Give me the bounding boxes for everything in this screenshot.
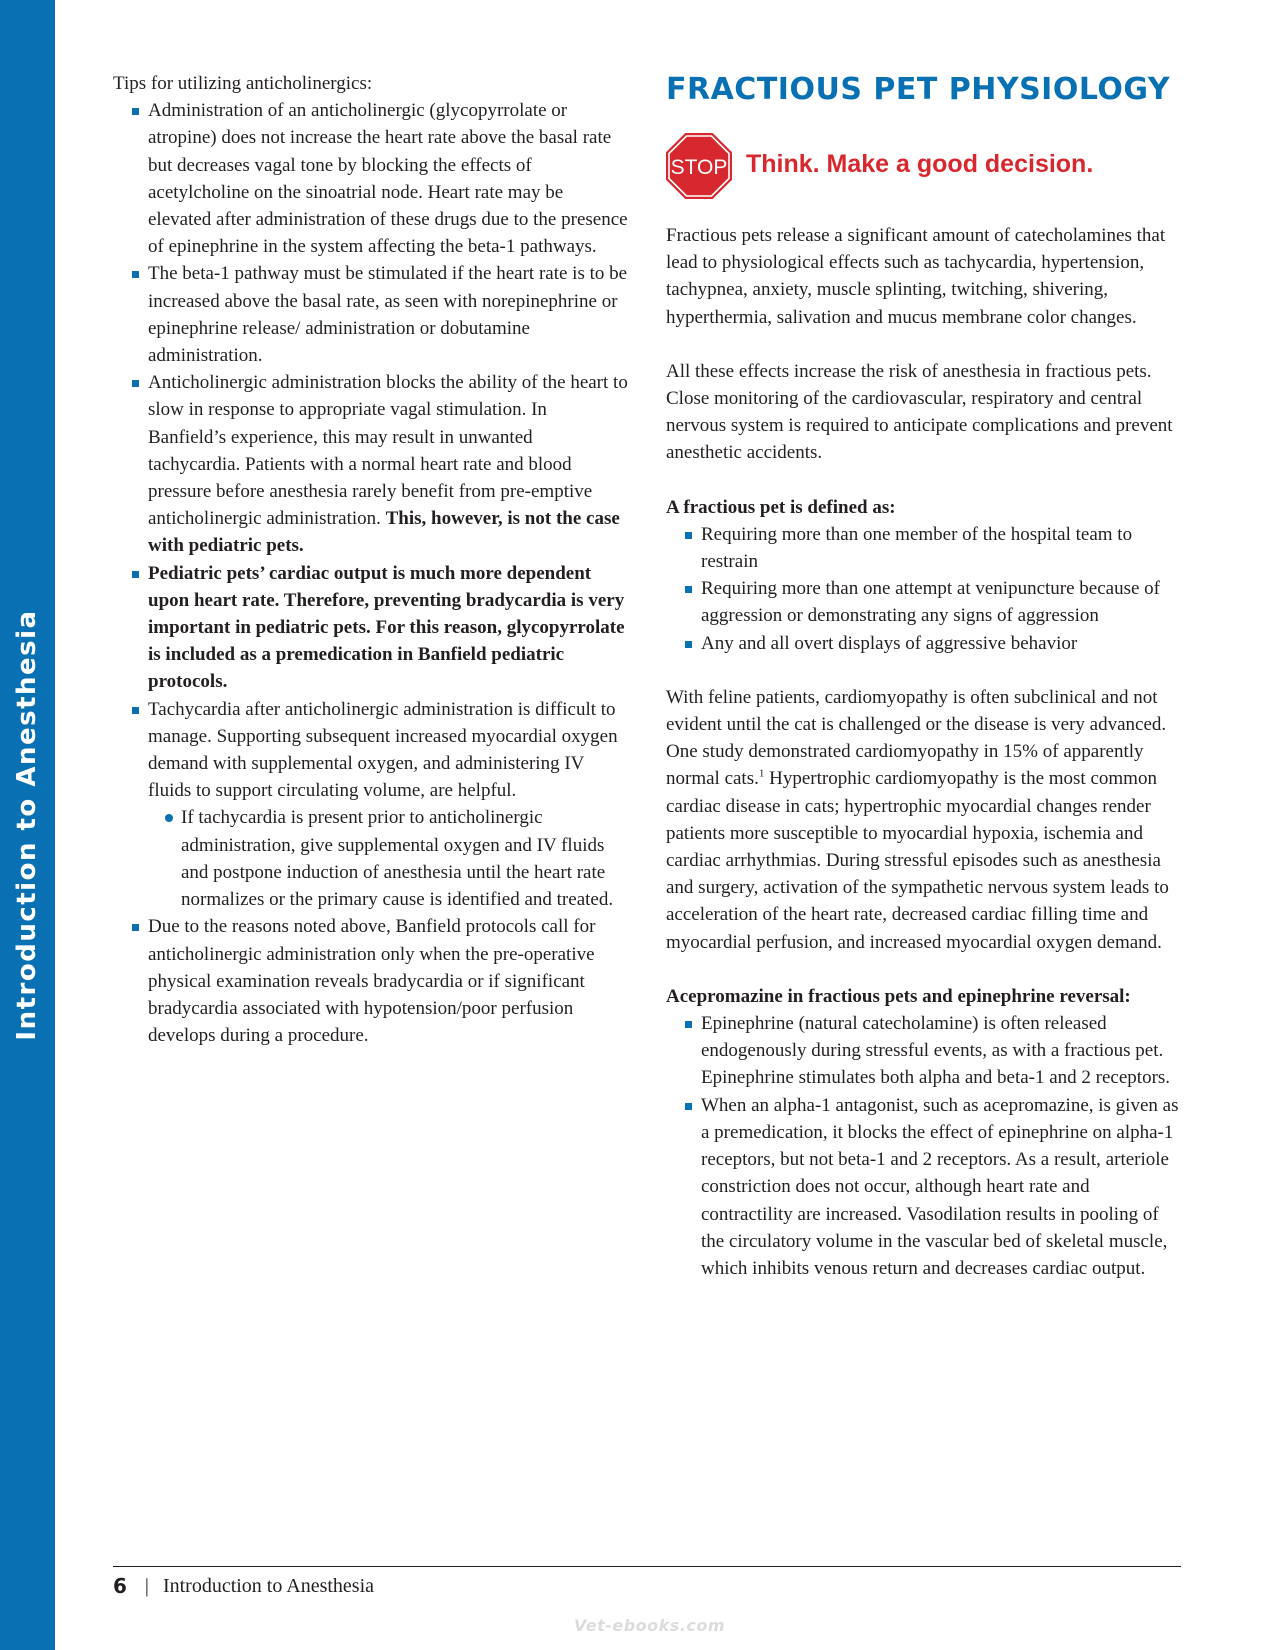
paragraph [666, 684, 1186, 956]
list-item [148, 369, 628, 559]
right-column [666, 70, 1186, 1282]
list-item-emphasis: This, however, is not the case with pediatric pets. [148, 508, 620, 557]
citation-superscript: 1 [758, 768, 765, 781]
page-footer [113, 1572, 374, 1600]
list-item: When an alpha-1 antagonist, such as acepromazine, is given as a premedication, it blocks the effect of epinephrine on alpha-1 receptors, but not beta-1 and 2 receptors. As a result, arteriole constriction does not occur, although heart rate and contractility are increased. Vasodilation results in pooling of the circulatory volume in the vascular bed of skeletal muscle, which inhibits venous return and decreases cardiac output. [701, 1092, 1186, 1282]
list-item: Requiring more than one member of the hospital team to restrain [701, 521, 1186, 575]
stop-callout [666, 132, 1186, 200]
list-item: Any and all overt displays of aggressive behavior [701, 630, 1186, 657]
list-item: The beta-1 pathway must be stimulated if the heart rate is to be increased above the basal rate, as seen with norepinephrine or epinephrine release/ administration or dobutamine administration. [148, 260, 628, 369]
list-item: Administration of an anticholinergic (glycopyrrolate or atropine) does not increase the heart rate above the basal rate but decreases vagal tone by blocking the effects of acetylcholine on the sinoatrial node. Heart rate may be elevated after administration of these drugs due to the presence of epinephrine in the system affecting the beta-1 pathways. [148, 97, 628, 260]
paragraph: Fractious pets release a significant amount of catecholamines that lead to physiological effects such as tachycardia, hypertension, tachypnea, anxiety, muscle splinting, twitching, shivering, hyperthermia, salivation and mucus membrane color changes. [666, 225, 1166, 328]
list-item: Epinephrine (natural catecholamine) is often released endogenously during stressful events, as with a fractious pet. Epinephrine stimulates both alpha and beta-1 and 2 receptors. [701, 1010, 1186, 1092]
paragraph-text: With feline patients, cardiomyopathy is often subclinical and not evident until the cat is challenged or the disease is very advanced. One study demonstrated cardiomyopathy in 15% of apparently normal cats. [666, 686, 1167, 790]
subheading: Acepromazine in fractious pets and epinephrine reversal: [666, 985, 1131, 1007]
list-item [148, 696, 628, 914]
stop-sign-text: STOP [670, 156, 728, 179]
side-band [0, 0, 55, 1650]
footer-title: Introduction to Anesthesia [162, 1575, 375, 1597]
tips-intro: Tips for utilizing anticholinergics: [113, 73, 373, 94]
footer-separator: | [144, 1575, 149, 1597]
stop-heading: Think. Make a good decision. [746, 150, 1094, 179]
paragraph: All these effects increase the risk of anesthesia in fractious pets. Close monitoring of the cardiovascular, respiratory and central nervous system is required to anticipate complications and prevent anesthetic accidents. [666, 360, 1173, 464]
side-band-label: Introduction to Anesthesia [12, 609, 42, 1041]
page-number: 6 [113, 1574, 127, 1598]
sub-list [148, 804, 628, 913]
defined-list [666, 521, 1186, 657]
left-column [113, 70, 628, 1049]
paragraph-text: Hypertrophic cardiomyopathy is the most common cardiac disease in cats; hypertrophic myocardial changes render patients more susceptible to myocardial hypoxia, ischemia and cardiac arrhythmias. During stressful episodes such as anesthesia and surgery, activation of the sympathetic nervous system leads to acceleration of the heart rate, decreased cardiac filling time and myocardial perfusion, and increased myocardial oxygen demand. [666, 768, 1169, 953]
watermark: Vet-ebooks.com [574, 1616, 726, 1635]
list-item: Pediatric pets’ cardiac output is much more dependent upon heart rate. Therefore, preventing bradycardia is very important in pediatric pets. For this reason, glycopyrrolate is included as a premedication in Banfield pediatric protocols. [148, 560, 628, 696]
list-item: Requiring more than one attempt at venipuncture because of aggression or demonstrating any signs of aggression [701, 575, 1186, 629]
list-item-text: Anticholinergic administration blocks the ability of the heart to slow in response to appropriate vagal stimulation. In Banfield’s experience, this may result in unwanted tachycardia. Patients with a normal heart rate and blood pressure before anesthesia rarely benefit from pre-emptive anticholinergic administration. [148, 372, 628, 530]
ace-list [666, 1010, 1186, 1282]
tips-list [113, 97, 628, 1049]
stop-sign-icon [666, 133, 732, 199]
section-title: FRACTIOUS PET PHYSIOLOGY [666, 72, 1171, 107]
footer-rule [113, 1566, 1181, 1567]
subheading: A fractious pet is defined as: [666, 496, 896, 518]
list-item-text: Tachycardia after anticholinergic administration is difficult to manage. Supporting subsequent increased myocardial oxygen demand with supplemental oxygen, and administering IV fluids to support circulating volume, are helpful. [148, 698, 618, 802]
list-item: Due to the reasons noted above, Banfield protocols call for anticholinergic administration only when the pre-operative physical examination reveals bradycardia or if significant bradycardia associated with hypotension/poor perfusion develops during a procedure. [148, 913, 628, 1049]
sub-list-item: If tachycardia is present prior to anticholinergic administration, give supplemental oxygen and IV fluids and postpone induction of anesthesia until the heart rate normalizes or the primary cause is identified and treated. [181, 804, 628, 913]
